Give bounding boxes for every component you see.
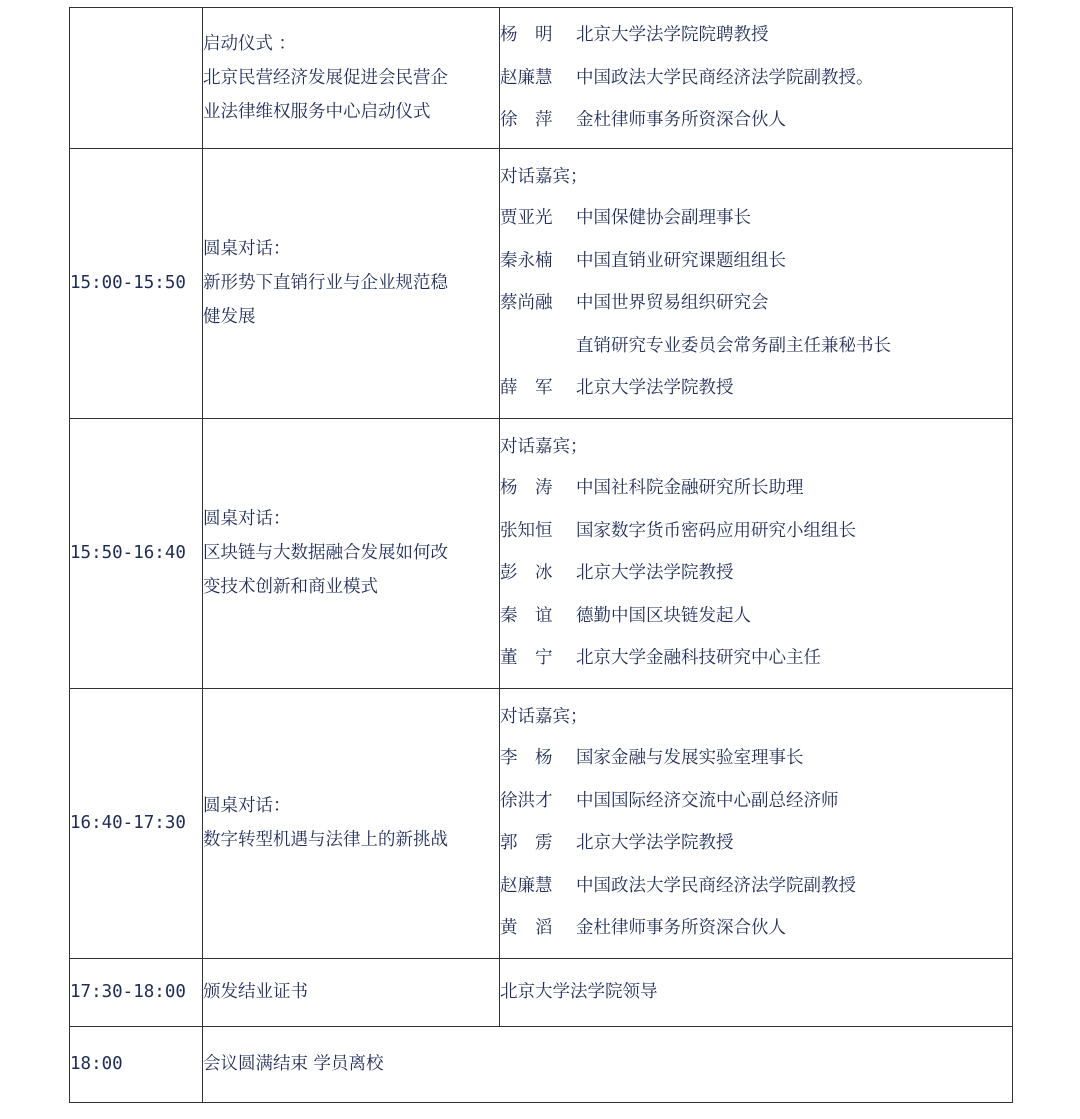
speaker-line <box>500 594 1012 637</box>
speaker-role: 中国政法大学民商经济法学院副教授 <box>576 875 856 896</box>
agenda-table <box>69 7 1013 1103</box>
speaker-line <box>500 282 1012 325</box>
time-cell: 18:00 <box>70 1026 203 1102</box>
speaker-name: 李 杨 <box>500 748 553 768</box>
speaker-line <box>500 779 1012 822</box>
time-cell: 17:30-18:00 <box>70 958 203 1026</box>
people-cell <box>500 8 1013 149</box>
speaker-line <box>500 467 1012 510</box>
speaker-line <box>500 637 1012 680</box>
speakers-header: 对话嘉宾； <box>500 166 588 187</box>
speaker-role: 北京大学法学院院聘教授 <box>576 25 769 46</box>
speaker-line <box>500 509 1012 552</box>
speaker-line <box>500 737 1012 780</box>
topic-line: 启动仪式 ： <box>203 33 297 54</box>
speaker-name: 杨 明 <box>500 25 553 46</box>
speaker-name: 贾亚光 <box>500 208 553 228</box>
speaker-line <box>500 864 1012 907</box>
speaker-line <box>500 57 1012 100</box>
speaker-name: 薛 军 <box>500 378 553 398</box>
table-row <box>70 418 1013 688</box>
speaker-name: 秦 谊 <box>500 605 553 626</box>
topic-cell <box>203 1026 1013 1102</box>
speaker-role: 中国政法大学民商经济法学院副教授。 <box>576 67 874 88</box>
speaker-name: 赵廉慧 <box>500 875 553 896</box>
people-cell <box>500 688 1013 958</box>
table-row <box>70 1026 1013 1102</box>
speakers-header: 对话嘉宾； <box>500 436 588 457</box>
topic-line: 区块链与大数据融合发展如何改 <box>203 543 448 563</box>
time-cell <box>70 8 203 149</box>
topic-line: 圆桌对话： <box>203 796 291 816</box>
speaker-line <box>500 822 1012 865</box>
topic-cell <box>203 688 500 958</box>
topic-line: 北京民营经济发展促进会民营企 <box>203 67 448 88</box>
speaker-name: 张知恒 <box>500 520 553 541</box>
topic-line: 圆桌对话： <box>203 509 291 529</box>
speaker-line <box>500 197 1012 240</box>
speaker-name: 彭 冰 <box>500 563 553 583</box>
speaker-name: 董 宁 <box>500 648 553 668</box>
speaker-name: 蔡尚融 <box>500 293 553 313</box>
topic-cell <box>203 418 500 688</box>
time-cell: 16:40-17:30 <box>70 688 203 958</box>
speaker-name: 徐洪才 <box>500 790 553 811</box>
people-cell <box>500 418 1013 688</box>
speaker-line <box>500 239 1012 282</box>
speaker-role: 中国国际经济交流中心副总经济师 <box>576 790 839 811</box>
speaker-role: 中国直销业研究课题组组长 <box>576 250 786 271</box>
table-row <box>70 958 1013 1026</box>
speaker-line <box>500 99 1012 142</box>
speaker-role: 金杜律师事务所资深合伙人 <box>576 110 786 131</box>
speaker-role: 国家金融与发展实验室理事长 <box>576 748 804 768</box>
speaker-line <box>500 14 1012 57</box>
time-cell: 15:00-15:50 <box>70 148 203 418</box>
speaker-role: 金杜律师事务所资深合伙人 <box>576 918 786 938</box>
speaker-name: 杨 涛 <box>500 478 553 498</box>
topic-line: 颁发结业证书 <box>203 982 308 1002</box>
speaker-name: 郭 雳 <box>500 833 553 853</box>
table-row <box>70 688 1013 958</box>
table-row <box>70 148 1013 418</box>
people-cell <box>500 958 1013 1026</box>
topic-line: 健发展 <box>203 307 256 327</box>
speaker-name: 赵廉慧 <box>500 67 553 88</box>
topic-line: 圆桌对话： <box>203 239 291 259</box>
topic-cell <box>203 8 500 149</box>
speaker-name: 秦永楠 <box>500 250 553 271</box>
topic-cell <box>203 958 500 1026</box>
speaker-role: 德勤中国区块链发起人 <box>576 605 751 626</box>
speakers-header: 对话嘉宾； <box>500 706 588 727</box>
speaker-role: 北京大学法学院教授 <box>576 563 734 583</box>
speaker-role: 中国世界贸易组织研究会 <box>576 293 769 313</box>
speaker-line <box>500 907 1012 950</box>
speaker-name: 黄 滔 <box>500 918 553 938</box>
topic-line: 新形势下直销行业与企业规范稳 <box>203 273 448 293</box>
topic-line: 会议圆满结束 学员离校 <box>203 1054 384 1074</box>
topic-line: 业法律维权服务中心启动仪式 <box>203 101 431 122</box>
speaker-role: 国家数字货币密码应用研究小组组长 <box>576 520 856 541</box>
speaker-line <box>500 324 1012 367</box>
topic-line: 变技术创新和商业模式 <box>203 577 378 597</box>
topic-cell <box>203 148 500 418</box>
speaker-line <box>500 552 1012 595</box>
speaker-role: 中国保健协会副理事长 <box>576 208 751 228</box>
speaker-role: 北京大学法学院教授 <box>576 378 734 398</box>
speaker-role: 北京大学法学院教授 <box>576 833 734 853</box>
presenter-text: 北京大学法学院领导 <box>500 982 658 1002</box>
speaker-role: 直销研究专业委员会常务副主任兼秘书长 <box>576 335 891 356</box>
speaker-role: 中国社科院金融研究所长助理 <box>576 478 804 498</box>
table-row <box>70 8 1013 149</box>
speaker-line <box>500 367 1012 410</box>
topic-line: 数字转型机遇与法律上的新挑战 <box>203 830 448 850</box>
people-cell <box>500 148 1013 418</box>
time-cell: 15:50-16:40 <box>70 418 203 688</box>
speaker-role: 北京大学金融科技研究中心主任 <box>576 648 821 668</box>
speaker-name: 徐 萍 <box>500 110 553 131</box>
